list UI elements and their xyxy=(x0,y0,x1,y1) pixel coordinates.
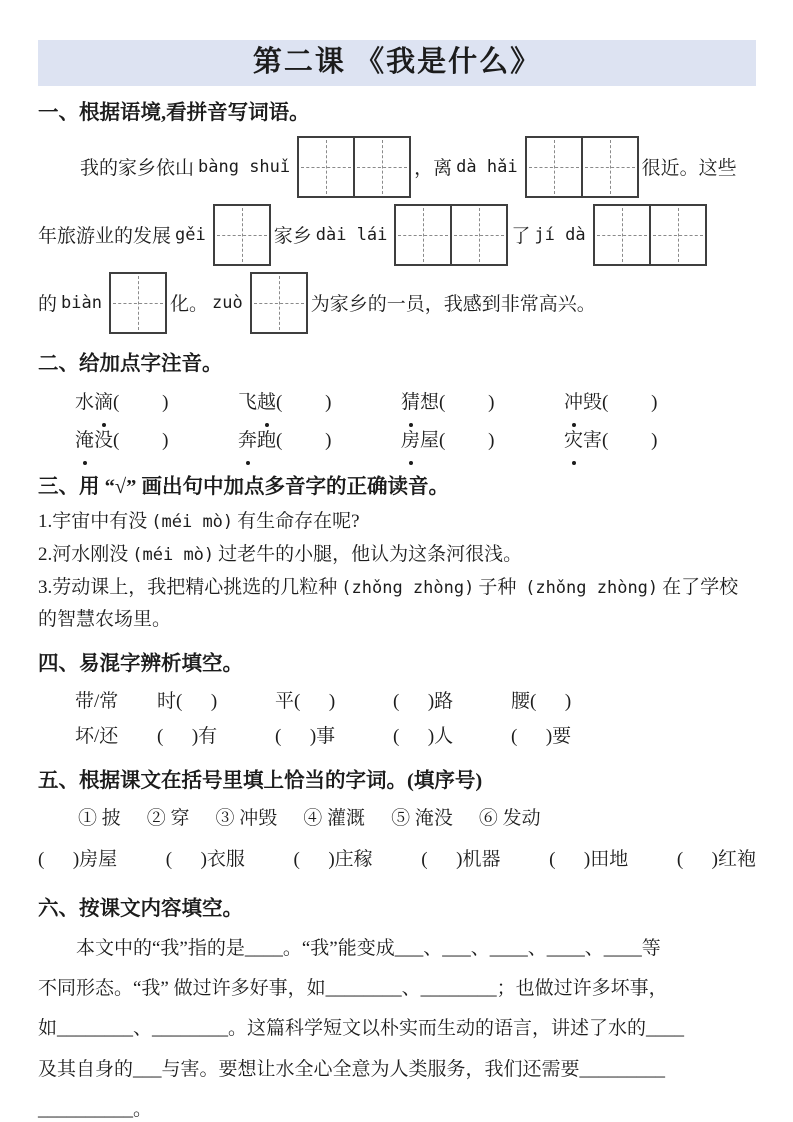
text-run: 我的家乡依山 xyxy=(80,158,195,180)
writing-box-2cell[interactable] xyxy=(525,136,639,198)
cloze-line: 及其自身的___与害。要想让水全心全意为人类服务，我们还需要_________ xyxy=(38,1058,666,1080)
word-item: 灾害( ) xyxy=(564,422,727,460)
word-item: 房屋( ) xyxy=(401,422,564,460)
pinyin-line-1 xyxy=(38,133,756,201)
answer-bracket[interactable]: ( ) xyxy=(113,429,169,451)
fill-blank[interactable]: ( )田地 xyxy=(549,849,629,871)
fill-blank[interactable]: ( )事 xyxy=(275,725,336,747)
answer-bracket[interactable]: ( ) xyxy=(602,391,658,413)
confusable-row-1 xyxy=(38,684,756,719)
confusable-row-2 xyxy=(38,719,756,754)
writing-box-1cell[interactable] xyxy=(250,272,308,334)
pinyin-annotation-row-2 xyxy=(38,422,756,460)
pinyin-choice[interactable]: (méi mò) xyxy=(132,544,215,565)
dotted-char: 冲 xyxy=(564,384,583,422)
section4-heading: 四、易混字辨析填空。 xyxy=(38,652,243,675)
cloze-line: 不同形态。“我” 做过许多好事，如________、________；也做过许多坏事， xyxy=(38,978,668,1000)
section2-heading: 二、给加点字注音。 xyxy=(38,352,223,375)
fill-blank[interactable]: ( )衣服 xyxy=(165,849,245,871)
answer-bracket[interactable]: ( ) xyxy=(602,429,658,451)
cloze-line: 本文中的“我”指的是____。“我”能变成___、___、____、____、____等 xyxy=(76,937,661,959)
fill-blank[interactable]: ( )有 xyxy=(157,725,218,747)
pinyin-choice[interactable]: (zhǒng zhòng) xyxy=(525,577,659,598)
answer-bracket[interactable]: ( ) xyxy=(439,391,495,413)
option-5: ⑤ 淹没 xyxy=(391,808,453,830)
option-1: ① 披 xyxy=(78,808,121,830)
word-item: 猜想( ) xyxy=(401,384,564,422)
text-run: 了 xyxy=(511,226,531,248)
writing-cell[interactable] xyxy=(649,206,705,264)
answer-bracket[interactable]: ( ) xyxy=(439,429,495,451)
blank-list xyxy=(38,838,756,882)
section5-heading: 五、根据课文在括号里填上恰当的字词。(填序号) xyxy=(38,769,483,792)
option-6: ⑥ 发动 xyxy=(478,808,541,830)
writing-cell[interactable] xyxy=(353,138,409,196)
dotted-char: 猜 xyxy=(401,384,420,422)
pinyin-bangshui: bàng shuǐ xyxy=(198,156,291,177)
cloze-line: 如________、________。这篇科学短文以朴实而生动的语言，讲述了水的____ xyxy=(38,1018,685,1040)
text-run: 的 xyxy=(38,294,58,316)
text-run: 年旅游业的发展 xyxy=(38,226,172,248)
text-run: 家乡 xyxy=(273,226,312,248)
word-item: 奔跑( ) xyxy=(238,422,401,460)
pinyin-gei: gěi xyxy=(175,224,206,245)
writing-box-2cell[interactable] xyxy=(394,204,508,266)
pinyin-dahai: dà hǎi xyxy=(456,156,518,177)
text-run: 为家乡的一员，我感到非常高兴。 xyxy=(310,294,596,316)
page-title: 第二课 《我是什么》 xyxy=(38,40,756,86)
fill-blank[interactable]: ( )机器 xyxy=(421,849,501,871)
pinyin-bian: biàn xyxy=(61,292,102,313)
writing-cell[interactable] xyxy=(450,206,506,264)
sentence-2: 2.河水刚没 (méi mò) 过老牛的小腿，他认为这条河很浅。 xyxy=(38,543,523,565)
writing-cell[interactable] xyxy=(595,206,649,264)
fill-blank[interactable]: ( )人 xyxy=(393,725,454,747)
writing-cell[interactable] xyxy=(215,206,269,264)
answer-bracket[interactable]: ( ) xyxy=(276,391,332,413)
dotted-char: 越 xyxy=(257,384,276,422)
text-run: 化。 xyxy=(169,294,208,316)
char-pair: 坏/还 xyxy=(75,725,119,747)
fill-blank[interactable]: ( )要 xyxy=(511,725,572,747)
section3-heading: 三、用 “√” 画出句中加点多音字的正确读音。 xyxy=(38,475,449,498)
section6-heading: 六、按课文内容填空。 xyxy=(38,898,243,921)
fill-blank[interactable]: ( )庄稼 xyxy=(293,849,373,871)
fill-blank[interactable]: 腰( ) xyxy=(511,690,572,712)
fill-blank[interactable]: 平( ) xyxy=(275,690,336,712)
word-item: 淹没( ) xyxy=(75,422,238,460)
pinyin-line-2 xyxy=(38,201,756,269)
text-run: 很近。这些 xyxy=(641,158,737,180)
pinyin-zuo: zuò xyxy=(211,292,243,313)
dotted-char: 奔 xyxy=(238,422,257,460)
option-4: ④ 灌溉 xyxy=(303,808,366,830)
cloze-paragraph xyxy=(38,929,756,1122)
fill-blank[interactable]: ( )房屋 xyxy=(38,849,118,871)
fill-blank[interactable]: ( )路 xyxy=(393,690,454,712)
sentence-1: 1.宇宙中有没 (méi mò) 有生命存在呢? xyxy=(38,511,360,533)
writing-cell[interactable] xyxy=(252,274,306,332)
word-item: 水滴( ) xyxy=(75,384,238,422)
writing-box-2cell[interactable] xyxy=(297,136,411,198)
writing-cell[interactable] xyxy=(299,138,353,196)
answer-bracket[interactable]: ( ) xyxy=(113,391,169,413)
writing-cell[interactable] xyxy=(111,274,165,332)
answer-bracket[interactable]: ( ) xyxy=(276,429,332,451)
option-3: ③ 冲毁 xyxy=(215,808,278,830)
dotted-char: 淹 xyxy=(75,422,94,460)
section1-heading: 一、根据语境,看拼音写词语。 xyxy=(38,102,310,125)
cloze-line: __________。 xyxy=(38,1098,153,1120)
writing-cell[interactable] xyxy=(581,138,637,196)
writing-box-1cell[interactable] xyxy=(109,272,167,334)
pinyin-line-3 xyxy=(38,269,756,337)
option-2: ② 穿 xyxy=(146,808,190,830)
writing-cell[interactable] xyxy=(396,206,450,264)
option-list xyxy=(38,800,756,838)
word-item: 冲毁( ) xyxy=(564,384,727,422)
pinyin-jida: jí dà xyxy=(534,224,586,245)
pinyin-choice[interactable]: (zhǒng zhòng) xyxy=(341,577,475,598)
dotted-char: 滴 xyxy=(94,384,113,422)
fill-blank[interactable]: 时( ) xyxy=(157,690,218,712)
dotted-char: 灾 xyxy=(564,422,583,460)
char-pair: 带/常 xyxy=(75,690,119,712)
fill-blank[interactable]: ( )红袍 xyxy=(676,849,756,871)
pinyin-choice[interactable]: (méi mò) xyxy=(151,512,234,533)
sentence-3: 3.劳动课上，我把精心挑选的几粒种 (zhǒng zhòng) 子种 (zhǒng zhòng) 在了学校的智慧农场里。 xyxy=(38,576,739,631)
writing-cell[interactable] xyxy=(527,138,581,196)
writing-box-1cell[interactable] xyxy=(213,204,271,266)
pinyin-annotation-row-1 xyxy=(38,384,756,422)
word-item: 飞越( ) xyxy=(238,384,401,422)
text-run: ，离 xyxy=(414,158,453,180)
dotted-char: 房 xyxy=(401,422,420,460)
pinyin-dailai: dài lái xyxy=(315,224,388,245)
writing-box-2cell[interactable] xyxy=(593,204,707,266)
